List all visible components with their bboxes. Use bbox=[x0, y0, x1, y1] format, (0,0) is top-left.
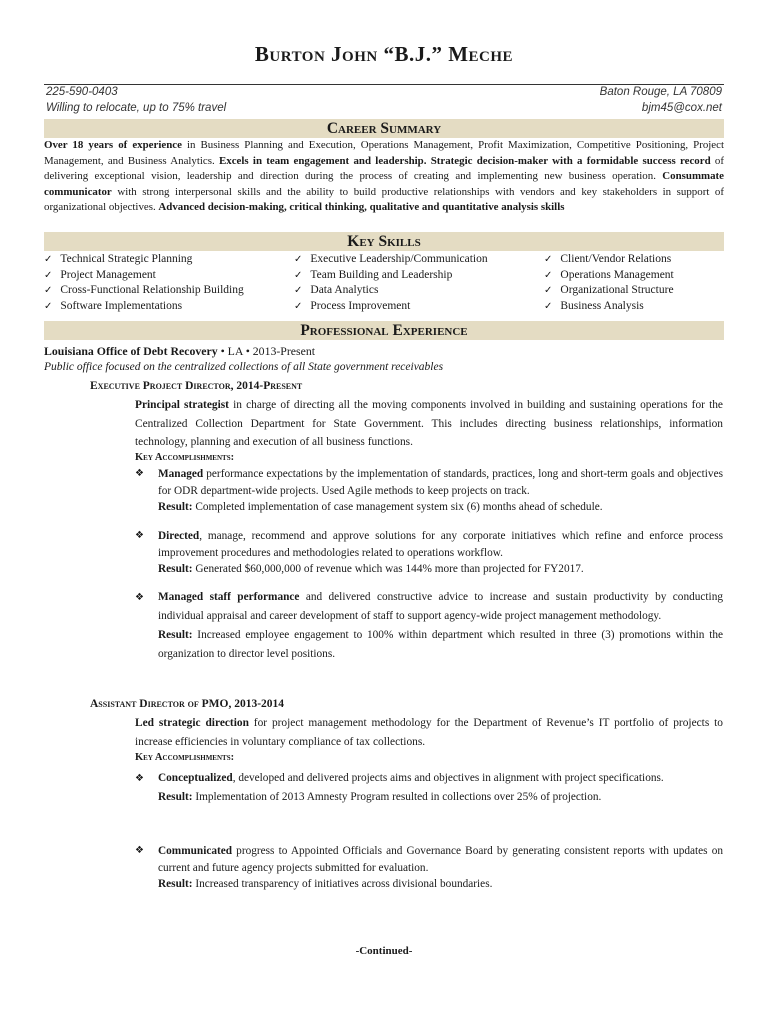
accomplishment-bold: Directed bbox=[158, 530, 200, 542]
accomplishment-body: and delivered constructive advice to increase and sustain productivity by conducting individual appraisal and career development of staff to support agency-wide project management methodology. bbox=[158, 591, 723, 622]
skill-item: ✓ Technical Strategic Planning bbox=[44, 252, 294, 268]
accomplishment-result bbox=[158, 561, 723, 578]
role-summary-bold: Led strategic direction bbox=[135, 717, 249, 729]
result-text: Increased transparency of initiatives across divisional boundaries. bbox=[192, 878, 493, 890]
phone: 225-590-0403 bbox=[46, 86, 118, 98]
result-text: Completed implementation of case management system six (6) months ahead of schedule. bbox=[192, 501, 603, 513]
result-text: Implementation of 2013 Amnesty Program resulted in collections over 25% of projection. bbox=[192, 791, 602, 803]
accomplishment-body: performance expectations by the implementation of standards, practices, long and short-term goals and objectives for ODR department-wide projects. Used Agile methods to keep projects on track. bbox=[158, 468, 723, 497]
accomplishment-item bbox=[135, 843, 723, 893]
result-label: Result: bbox=[158, 878, 193, 890]
result-text: Generated $60,000,000 of revenue which was 144% more than projected for FY2017. bbox=[192, 563, 584, 575]
summary-text-2: of delivering exceptional vision, leadership and direction during the process of creating and implementing new business operation. bbox=[44, 154, 725, 183]
result-text: Increased employee engagement to 100% within department which resulted in three (3) promotions within the organization to director level positions. bbox=[158, 629, 723, 660]
employer-meta: • LA • 2013-Present bbox=[217, 344, 316, 358]
diamond-bullet-icon: ❖ bbox=[135, 530, 144, 541]
role-title: Executive Project Director, 2014-Present bbox=[90, 380, 303, 392]
diamond-bullet-icon: ❖ bbox=[135, 845, 144, 856]
accomplishment-item bbox=[135, 769, 723, 807]
skill-item: ✓ Cross-Functional Relationship Building bbox=[44, 283, 294, 299]
career-summary-text bbox=[44, 138, 724, 216]
accomplishment-item bbox=[135, 528, 723, 578]
result-label: Result: bbox=[158, 791, 193, 803]
accomplishment-body: , manage, recommend and approve solutions for any corporate initiatives which refine and enforce process improvement procedures and methodologies related to operations workflow. bbox=[158, 530, 723, 559]
skill-item: ✓ Organizational Structure bbox=[544, 283, 724, 299]
result-label: Result: bbox=[158, 563, 193, 575]
accomplishment-bold: Managed staff performance bbox=[158, 591, 300, 603]
skill-item: ✓ Software Implementations bbox=[44, 299, 294, 315]
accomplishment-item bbox=[135, 466, 723, 516]
skill-item: ✓ Project Management bbox=[44, 268, 294, 284]
email: bjm45@cox.net bbox=[641, 102, 722, 114]
accomplishment-bold: Conceptualized bbox=[158, 772, 233, 784]
employer-line bbox=[44, 344, 315, 359]
diamond-bullet-icon: ❖ bbox=[135, 773, 144, 784]
accomplishment-body: , developed and delivered projects aims and objectives in alignment with project specifications. bbox=[232, 772, 664, 784]
accomplishment-bold: Communicated bbox=[158, 845, 233, 857]
accomplishment-item bbox=[135, 588, 723, 664]
skill-item: ✓ Executive Leadership/Communication bbox=[294, 252, 544, 268]
employer-description: Public office focused on the centralized collections of all State government receivables bbox=[44, 361, 444, 373]
employer-name: Louisiana Office of Debt Recovery bbox=[44, 344, 218, 358]
accomplishment-text bbox=[158, 466, 723, 499]
professional-experience-heading: Professional Experience bbox=[44, 321, 724, 340]
result-label: Result: bbox=[158, 501, 193, 513]
skill-item: ✓ Client/Vendor Relations bbox=[544, 252, 724, 268]
summary-bold-2: Excels in team engagement and leadership. Strategic decision-maker with a formidable success record bbox=[219, 154, 711, 167]
accomplishment-text bbox=[158, 843, 723, 876]
skill-item: ✓ Team Building and Leadership bbox=[294, 268, 544, 284]
key-accomplishments-label: Key Accomplishments: bbox=[135, 452, 235, 463]
summary-bold-3: Consummate communicator bbox=[44, 170, 724, 198]
accomplishment-result bbox=[158, 876, 723, 893]
continued-footer: -Continued- bbox=[355, 945, 413, 957]
role-summary bbox=[135, 396, 723, 452]
accomplishment-body: progress to Appointed Officials and Governance Board by generating consistent reports with updates on current and future agency projects submitted for evaluation. bbox=[158, 845, 723, 874]
role-summary-bold: Principal strategist bbox=[135, 399, 229, 411]
key-skills-heading: Key Skills bbox=[44, 232, 724, 251]
key-accomplishments-label: Key Accomplishments: bbox=[135, 752, 235, 763]
location: Baton Rouge, LA 70809 bbox=[599, 86, 722, 98]
skill-item: ✓ Business Analysis bbox=[544, 299, 724, 315]
role-summary bbox=[135, 714, 723, 751]
skill-item: ✓ Data Analytics bbox=[294, 283, 544, 299]
result-label: Result: bbox=[158, 629, 193, 641]
candidate-name: Burton John “B.J.” Meche bbox=[254, 42, 514, 66]
role-title: Assistant Director of PMO, 2013-2014 bbox=[90, 698, 285, 710]
summary-text-3: with strong interpersonal skills and the ability to build productive relationships with vendors and key stakeholders in support of organizational objectives. bbox=[44, 185, 724, 214]
summary-bold-4: Advanced decision-making, critical thinking, qualitative and quantitative analysis skills bbox=[158, 201, 565, 214]
accomplishment-text bbox=[158, 528, 723, 561]
skills-column-3 bbox=[544, 252, 724, 314]
diamond-bullet-icon: ❖ bbox=[135, 592, 144, 603]
accomplishment-text bbox=[158, 588, 723, 626]
summary-bold-1: Over 18 years of experience bbox=[44, 139, 182, 151]
skill-item: ✓ Process Improvement bbox=[294, 299, 544, 315]
skills-list bbox=[44, 252, 724, 314]
skills-column-2 bbox=[294, 252, 544, 314]
role-summary-text: for project management methodology for the Department of Revenue’s IT portfolio of projects to increase efficiencies in voluntary compliance of tax collections. bbox=[135, 717, 724, 748]
summary-text-1: in Business Planning and Execution, Operations Management, Profit Maximization, Competitive Positioning, Project Management, and Business Analytics. bbox=[44, 139, 725, 167]
accomplishment-result bbox=[158, 626, 723, 664]
skills-column-1 bbox=[44, 252, 294, 314]
accomplishment-bold: Managed bbox=[158, 468, 204, 480]
skill-item: ✓ Operations Management bbox=[544, 268, 724, 284]
accomplishment-result bbox=[158, 499, 723, 516]
career-summary-heading: Career Summary bbox=[44, 119, 724, 138]
accomplishment-text bbox=[158, 769, 723, 788]
diamond-bullet-icon: ❖ bbox=[135, 468, 144, 479]
relocation-note: Willing to relocate, up to 75% travel bbox=[46, 102, 227, 114]
accomplishment-result bbox=[158, 788, 723, 807]
header-divider bbox=[44, 84, 724, 85]
role-summary-text: in charge of directing all the moving components involved in building and sustaining operations for the Centralized Collection Department for State Government. This includes directing business relationships, information technology, planning and execution of all business functions. bbox=[135, 399, 723, 448]
